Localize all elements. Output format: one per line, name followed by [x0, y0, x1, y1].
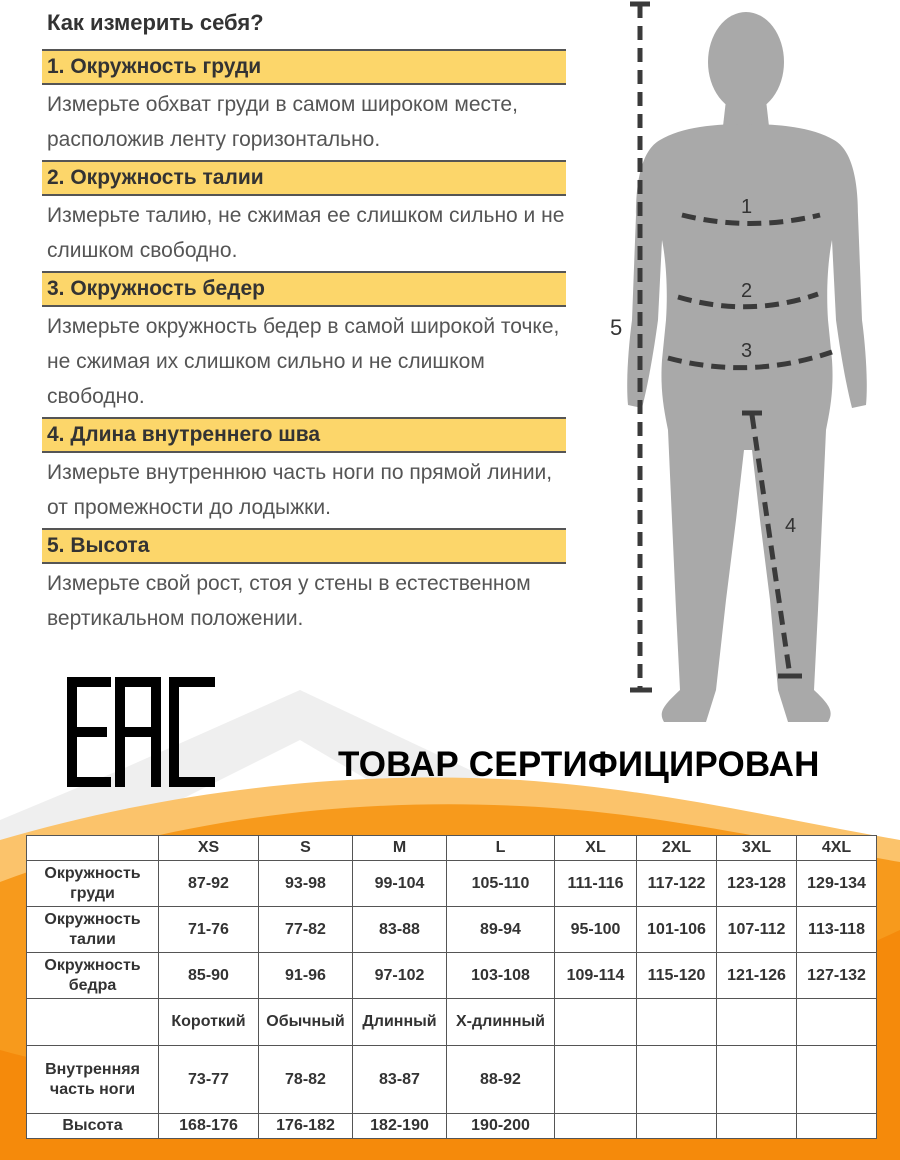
- table-cell: 127-132: [797, 953, 877, 999]
- step-inseam: [42, 417, 566, 528]
- figure-label-2: 2: [741, 280, 753, 302]
- table-cell: 88-92: [447, 1046, 555, 1114]
- table-cell: [637, 999, 717, 1046]
- table-cell: 77-82: [259, 907, 353, 953]
- table-cell: 115-120: [637, 953, 717, 999]
- row-label: Внутренняя часть ноги: [27, 1046, 159, 1114]
- measurement-steps: [42, 49, 566, 639]
- size-chart-table: [26, 835, 877, 1139]
- table-row-chest: [27, 861, 877, 907]
- body-silhouette-figure: [600, 0, 900, 730]
- step-heading: 4. Длина внутреннего шва: [42, 417, 566, 453]
- table-cell: 182-190: [353, 1114, 447, 1139]
- table-cell: [797, 1046, 877, 1114]
- step-heading: 1. Окружность груди: [42, 49, 566, 85]
- table-cell: 105-110: [447, 861, 555, 907]
- table-cell: 87-92: [159, 861, 259, 907]
- table-row-inseam: [27, 1046, 877, 1114]
- table-row-height: [27, 1114, 877, 1139]
- step-chest: [42, 49, 566, 160]
- table-cell: 113-118: [797, 907, 877, 953]
- page-title: Как измерить себя?: [47, 10, 264, 35]
- size-header: L: [447, 836, 555, 861]
- table-cell: 89-94: [447, 907, 555, 953]
- figure-label-4: 4: [785, 515, 797, 537]
- size-header: 2XL: [637, 836, 717, 861]
- table-cell: 91-96: [259, 953, 353, 999]
- table-cell: 117-122: [637, 861, 717, 907]
- table-cell: 73-77: [159, 1046, 259, 1114]
- figure-label-3: 3: [741, 340, 753, 362]
- step-heading: 5. Высота: [42, 528, 566, 564]
- step-description: Измерьте талию, не сжимая ее слишком сильно и не слишком свободно.: [47, 204, 565, 262]
- table-cell: 107-112: [717, 907, 797, 953]
- step-description: Измерьте внутреннюю часть ноги по прямой линии, от промежности до лодыжки.: [47, 461, 553, 519]
- table-cell: [555, 999, 637, 1046]
- step-description: Измерьте обхват груди в самом широком месте, расположив ленту горизонтально.: [47, 93, 518, 151]
- table-cell: [637, 1046, 717, 1114]
- table-cell: Короткий: [159, 999, 259, 1046]
- table-cell: [555, 1046, 637, 1114]
- table-cell: 83-88: [353, 907, 447, 953]
- row-label: Окружность бедра: [27, 953, 159, 999]
- table-cell: [637, 1114, 717, 1139]
- size-header: XS: [159, 836, 259, 861]
- table-row-length-types: [27, 999, 877, 1046]
- table-corner-cell: [27, 836, 159, 861]
- step-heading: 3. Окружность бедер: [42, 271, 566, 307]
- table-cell: [717, 1114, 797, 1139]
- table-cell: 101-106: [637, 907, 717, 953]
- table-cell: 129-134: [797, 861, 877, 907]
- table-cell: 78-82: [259, 1046, 353, 1114]
- step-description: Измерьте свой рост, стоя у стены в естественном вертикальном положении.: [47, 572, 531, 630]
- eac-logo: [66, 676, 216, 788]
- size-header: XL: [555, 836, 637, 861]
- table-cell: 121-126: [717, 953, 797, 999]
- table-cell: 85-90: [159, 953, 259, 999]
- table-row-waist: [27, 907, 877, 953]
- figure-label-5: 5: [610, 315, 623, 340]
- size-header: S: [259, 836, 353, 861]
- certified-text: ТОВАР СЕРТИФИЦИРОВАН: [338, 745, 820, 784]
- row-label: [27, 999, 159, 1046]
- row-label: Окружность груди: [27, 861, 159, 907]
- table-cell: [717, 1046, 797, 1114]
- table-cell: [797, 999, 877, 1046]
- table-cell: 99-104: [353, 861, 447, 907]
- row-label: Высота: [27, 1114, 159, 1139]
- table-row-hips: [27, 953, 877, 999]
- table-cell: 95-100: [555, 907, 637, 953]
- size-header: 4XL: [797, 836, 877, 861]
- table-cell: [717, 999, 797, 1046]
- table-cell: 190-200: [447, 1114, 555, 1139]
- table-header-row: [27, 836, 877, 861]
- table-cell: 103-108: [447, 953, 555, 999]
- step-waist: [42, 160, 566, 271]
- table-cell: Длинный: [353, 999, 447, 1046]
- step-height: [42, 528, 566, 639]
- table-cell: 168-176: [159, 1114, 259, 1139]
- table-cell: 83-87: [353, 1046, 447, 1114]
- table-cell: [555, 1114, 637, 1139]
- table-cell: Х-длинный: [447, 999, 555, 1046]
- row-label: Окружность талии: [27, 907, 159, 953]
- table-cell: 93-98: [259, 861, 353, 907]
- table-cell: 111-116: [555, 861, 637, 907]
- size-header: M: [353, 836, 447, 861]
- table-cell: 109-114: [555, 953, 637, 999]
- table-cell: 176-182: [259, 1114, 353, 1139]
- table-cell: Обычный: [259, 999, 353, 1046]
- table-cell: 97-102: [353, 953, 447, 999]
- step-hips: [42, 271, 566, 417]
- figure-label-1: 1: [741, 196, 753, 218]
- table-cell: 123-128: [717, 861, 797, 907]
- table-cell: [797, 1114, 877, 1139]
- step-heading: 2. Окружность талии: [42, 160, 566, 196]
- step-description: Измерьте окружность бедер в самой широкой точке, не сжимая их слишком сильно и не слишком свободно.: [47, 315, 560, 408]
- table-cell: 71-76: [159, 907, 259, 953]
- size-header: 3XL: [717, 836, 797, 861]
